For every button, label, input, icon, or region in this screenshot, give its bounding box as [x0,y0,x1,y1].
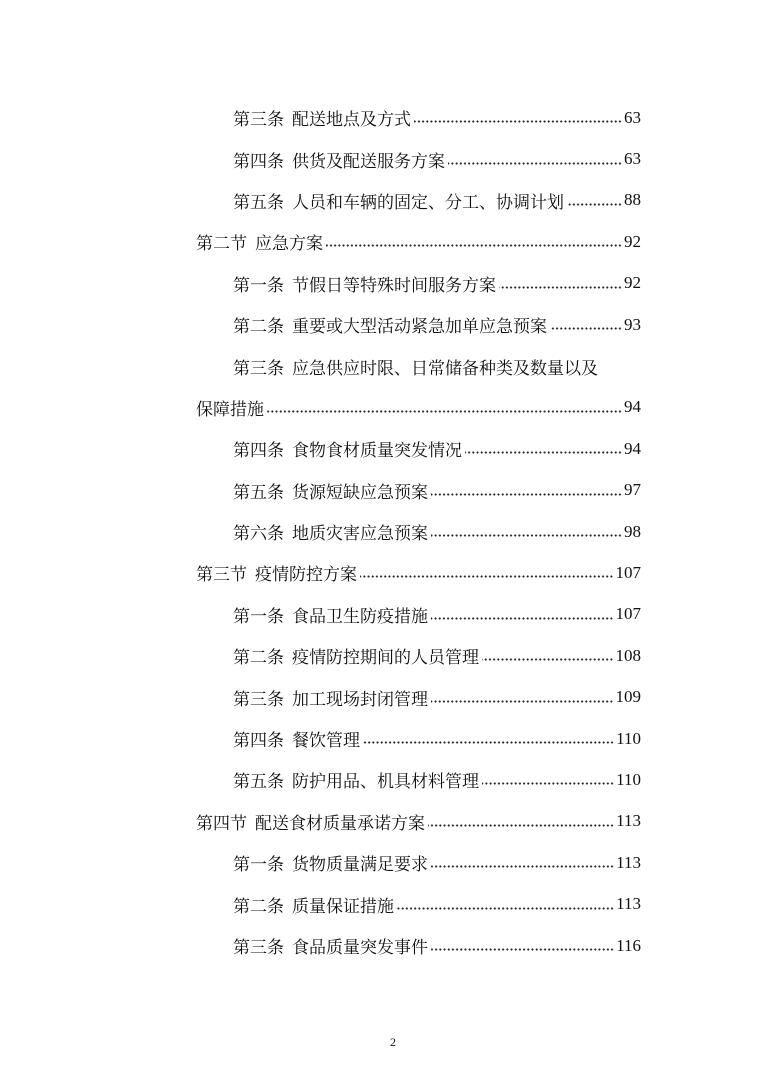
toc-entry-article[interactable] [196,883,641,924]
dot-leader [567,203,622,206]
entry-title: 节假日等特殊时间服务方案 [292,275,496,295]
entry-number: 第五条 [233,772,284,792]
entry-page: 92 [624,231,641,251]
dot-leader [448,162,622,165]
entry-page: 88 [624,190,641,210]
toc-entry-section[interactable] [196,221,641,262]
toc-entry-section[interactable] [196,552,641,593]
entry-page: 110 [616,728,641,748]
toc-entry-section[interactable] [196,801,641,842]
toc-entry-article[interactable] [196,345,641,386]
toc-entry-article[interactable] [196,97,641,138]
toc-entry-article[interactable] [196,635,641,676]
entry-title: 疫情防控期间的人员管理 [292,648,479,668]
entry-title: 地质灾害应急预案 [292,524,428,544]
dot-leader [428,824,614,827]
dot-leader [431,700,614,703]
dot-leader [326,244,622,247]
entry-title: 食品质量突发事件 [292,938,428,957]
toc-entry-article[interactable] [196,842,641,883]
toc-entry-article[interactable] [196,511,641,552]
entry-number: 第三条 [233,110,284,130]
entry-number: 第一条 [233,606,284,626]
entry-title: 配送食材质量承诺方案 [255,813,425,833]
toc-entry-continuation[interactable] [196,387,641,428]
dot-leader [267,410,622,413]
entry-page: 107 [615,562,641,582]
dot-leader [363,741,614,744]
dot-leader [414,120,622,123]
entry-page: 113 [616,852,641,872]
entry-title: 应急供应时限、日常储备种类及数量以及 [292,358,598,378]
entry-number: 第四节 [196,813,247,833]
entry-title: 食品卫生防疫措施 [292,606,428,626]
entry-number: 第三节 [196,565,247,585]
entry-number: 第二条 [233,896,284,916]
entry-title: 疫情防控方案 [255,565,357,585]
entry-page: 93 [624,314,641,334]
toc-entry-article[interactable] [196,304,641,345]
entry-page: 98 [624,521,641,541]
entry-title: 重要或大型活动紧急加单应急预案 [292,317,547,337]
entry-page: 94 [624,438,641,458]
entry-title: 餐饮管理 [292,731,360,751]
page-number: 2 [390,1035,396,1049]
dot-leader [482,658,614,661]
dot-leader [499,286,622,289]
entry-page: 107 [615,604,641,624]
dot-leader [465,451,622,454]
toc-entry-article[interactable] [196,138,641,179]
dot-leader [431,493,622,496]
dot-leader [431,865,614,868]
dot-leader [397,907,614,910]
entry-number: 第四条 [233,151,284,171]
entry-title: 质量保证措施 [292,896,394,916]
entry-title: 人员和车辆的固定、分工、协调计划 [292,192,564,212]
toc-entry-article[interactable] [196,428,641,469]
entry-title: 供货及配送服务方案 [292,151,445,171]
dot-leader [550,327,622,330]
entry-title: 防护用品、机具材料管理 [292,772,479,792]
entry-page: 113 [616,811,641,831]
entry-title: 应急方案 [255,234,323,254]
toc-entry-article[interactable] [196,594,641,635]
entry-title-continuation: 保障措施 [196,399,264,419]
dot-leader [482,782,614,785]
toc-entry-article[interactable] [196,676,641,717]
entry-number: 第四条 [233,731,284,751]
entry-number: 第六条 [233,524,284,544]
entry-page: 108 [615,645,641,665]
dot-leader [431,948,614,951]
toc-entry-article[interactable] [196,180,641,221]
entry-number: 第一条 [233,855,284,875]
entry-number: 第二条 [233,648,284,668]
entry-title: 食物食材质量突发情况 [292,441,462,461]
entry-number: 第四条 [233,441,284,461]
entry-page: 116 [616,935,641,955]
dot-leader [431,534,622,537]
entry-number: 第三条 [233,689,284,709]
entry-page: 109 [615,687,641,707]
entry-number: 第二节 [196,234,247,254]
toc-entry-article[interactable] [196,759,641,800]
entry-number: 第三条 [233,938,284,957]
entry-number: 第二条 [233,317,284,337]
entry-page: 97 [624,480,641,500]
toc-entry-article[interactable] [196,470,641,511]
dot-leader [431,617,614,620]
entry-page: 110 [616,769,641,789]
toc-entry-article[interactable] [196,263,641,304]
toc-entry-article[interactable] [196,718,641,759]
entry-title: 配送地点及方式 [292,110,411,130]
entry-page: 92 [624,273,641,293]
dot-leader [360,575,614,578]
entry-title: 货源短缺应急预案 [292,482,428,502]
table-of-contents [196,97,641,966]
entry-number: 第五条 [233,192,284,212]
entry-number: 第三条 [233,358,284,378]
entry-page: 63 [624,107,641,127]
entry-title: 加工现场封闭管理 [292,689,428,709]
entry-page: 94 [624,397,641,417]
entry-page: 63 [624,149,641,169]
entry-page: 113 [616,894,641,914]
entry-number: 第一条 [233,275,284,295]
entry-title: 货物质量满足要求 [292,855,428,875]
entry-number: 第五条 [233,482,284,502]
toc-entry-article[interactable] [196,925,641,966]
